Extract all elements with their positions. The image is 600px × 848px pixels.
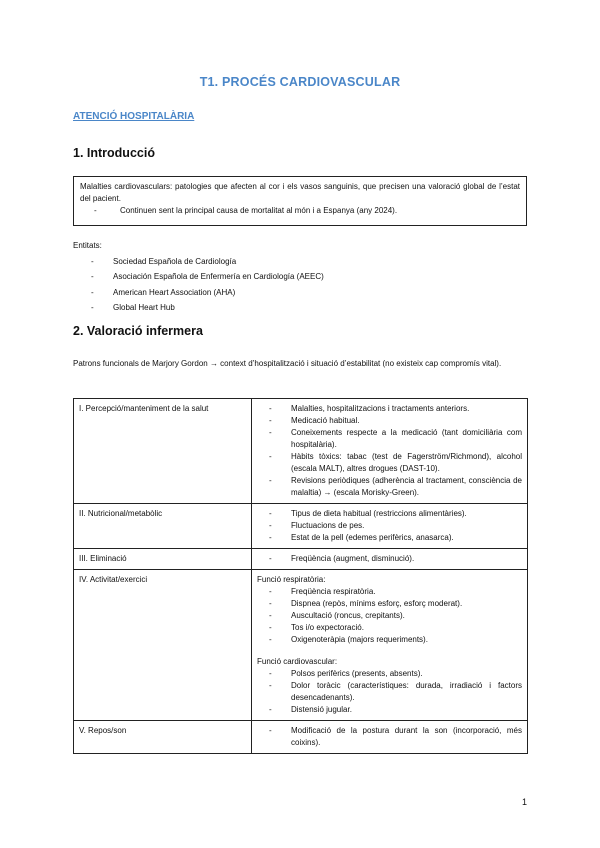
item-text: Auscultació (roncus, crepitants). bbox=[291, 611, 405, 620]
list-item bbox=[257, 532, 522, 544]
item-text: Malalties, hospitalitzacions i tractaments anteriors. bbox=[291, 404, 470, 413]
bullet-dash: - bbox=[269, 533, 272, 542]
list-item bbox=[73, 269, 324, 285]
bullet-dash: - bbox=[269, 476, 272, 485]
bullet-dash: - bbox=[269, 599, 272, 608]
list-item bbox=[257, 403, 522, 415]
list-item bbox=[257, 415, 522, 427]
intro-box-bullet bbox=[80, 205, 520, 217]
gordon-patterns-table bbox=[73, 398, 528, 754]
list-item bbox=[257, 725, 522, 749]
bullet-dash: - bbox=[269, 416, 272, 425]
list-item bbox=[73, 300, 324, 316]
intro-box-text: Malalties cardiovasculars: patologies que afecten al cor i els vasos sanguinis, que precisen una valoració global de l’estat del pacient. bbox=[80, 182, 520, 203]
bullet-dash: - bbox=[269, 452, 272, 461]
table-row bbox=[74, 721, 528, 754]
list-item bbox=[257, 680, 522, 704]
item-text: Fluctuacions de pes. bbox=[291, 521, 365, 530]
table-row bbox=[74, 399, 528, 504]
entitat-name: Asociación Española de Enfermería en Cardiología (AEEC) bbox=[113, 272, 324, 281]
pattern-cell: IV. Activitat/exercici bbox=[74, 570, 252, 721]
section-2-heading: 2. Valoració infermera bbox=[73, 324, 203, 338]
bullet-dash: - bbox=[269, 587, 272, 596]
list-item bbox=[257, 427, 522, 451]
list-item bbox=[73, 285, 324, 301]
entitat-name: Global Heart Hub bbox=[113, 303, 175, 312]
item-text: Dolor toràcic (característiques: durada, irradiació i factors desencadenants). bbox=[291, 681, 522, 702]
item-text: Freqüència (augment, disminució). bbox=[291, 554, 415, 563]
item-text: Tos i/o expectoració. bbox=[291, 623, 364, 632]
bullet-dash: - bbox=[269, 404, 272, 413]
bullet-dash: - bbox=[269, 623, 272, 632]
bullet-dash: - bbox=[269, 681, 272, 690]
bullet-dash: - bbox=[91, 303, 94, 312]
list-item bbox=[257, 634, 522, 646]
entitats-label: Entitats: bbox=[73, 241, 102, 250]
table-row bbox=[74, 504, 528, 549]
list-item bbox=[257, 520, 522, 532]
item-text: Freqüència respiratòria. bbox=[291, 587, 376, 596]
list-item bbox=[257, 586, 522, 598]
bullet-dash: - bbox=[91, 287, 94, 297]
details-cell bbox=[252, 721, 528, 754]
group-label: Funció respiratòria: bbox=[257, 575, 326, 584]
document-subtitle: ATENCIÓ HOSPITALÀRIA bbox=[73, 111, 195, 122]
list-item bbox=[257, 553, 522, 565]
details-cell bbox=[252, 399, 528, 504]
list-item bbox=[257, 704, 522, 716]
item-text: Oxigenoteràpia (majors requeriments). bbox=[291, 635, 428, 644]
bullet-dash: - bbox=[269, 726, 272, 735]
item-text: Modificació de la postura durant la son (incorporació, més coixins). bbox=[291, 726, 522, 747]
group-label: Funció cardiovascular: bbox=[257, 657, 338, 666]
item-text: Coneixements respecte a la medicació (tant domiciliària com hospitalària). bbox=[291, 428, 522, 449]
pattern-cell: II. Nutricional/metabòlic bbox=[74, 504, 252, 549]
list-item bbox=[257, 451, 522, 475]
item-text: Medicació habitual. bbox=[291, 416, 360, 425]
list-item bbox=[257, 668, 522, 680]
list-item bbox=[73, 254, 324, 270]
bullet-dash: - bbox=[269, 611, 272, 620]
bullet-dash: - bbox=[91, 272, 94, 281]
bullet-dash: - bbox=[91, 256, 94, 266]
details-cell bbox=[252, 504, 528, 549]
entitats-list bbox=[73, 238, 324, 316]
item-text: Tipus de dieta habitual (restriccions alimentàries). bbox=[291, 509, 467, 518]
entitat-name: Sociedad Española de Cardiología bbox=[113, 256, 237, 266]
item-text: Polsos perifèrics (presents, absents). bbox=[291, 669, 423, 678]
list-item bbox=[257, 508, 522, 520]
entitat-name: American Heart Association (AHA) bbox=[113, 287, 236, 297]
item-text: Hàbits tòxics: tabac (test de Fagerström/Richmond), alcohol (escala MALT), altres drogues (DAST-10). bbox=[291, 452, 522, 473]
pattern-cell: I. Percepció/manteniment de la salut bbox=[74, 399, 252, 504]
details-cell bbox=[252, 549, 528, 570]
bullet-dash: - bbox=[269, 635, 272, 644]
bullet-dash: - bbox=[269, 669, 272, 678]
intro-box bbox=[73, 176, 527, 226]
item-text: Dispnea (repòs, mínims esforç, esforç moderat). bbox=[291, 599, 463, 608]
bullet-dash: - bbox=[269, 428, 272, 437]
pattern-cell: V. Repos/son bbox=[74, 721, 252, 754]
table-row bbox=[74, 549, 528, 570]
bullet-dash: - bbox=[94, 206, 97, 215]
item-text: Revisions periòdiques (adherència al tractament, consciència de malaltia) → (escala Morisky-Green). bbox=[291, 476, 522, 497]
bullet-dash: - bbox=[269, 509, 272, 518]
document-title: T1. PROCÉS CARDIOVASCULAR bbox=[199, 75, 401, 89]
list-item bbox=[257, 598, 522, 610]
page-number: 1 bbox=[522, 797, 528, 807]
bullet-dash: - bbox=[269, 554, 272, 563]
item-text: Distensió jugular. bbox=[291, 705, 352, 714]
item-text: Estat de la pell (edemes perifèrics, anasarca). bbox=[291, 533, 454, 542]
list-item bbox=[257, 475, 522, 499]
bullet-dash: - bbox=[269, 521, 272, 530]
pattern-cell: III. Eliminació bbox=[74, 549, 252, 570]
section-1-heading: 1. Introducció bbox=[73, 146, 155, 160]
list-item bbox=[257, 622, 522, 634]
bullet-dash: - bbox=[269, 705, 272, 714]
intro-box-bullet-text: Continuen sent la principal causa de mortalitat al món i a Espanya (any 2024). bbox=[120, 206, 398, 215]
table-row bbox=[74, 570, 528, 721]
section-2-intro: Patrons funcionals de Marjory Gordon → context d’hospitalització i situació d’estabilitat (no existeix cap compromís vital). bbox=[73, 359, 502, 368]
list-item bbox=[257, 610, 522, 622]
details-cell bbox=[252, 570, 528, 721]
